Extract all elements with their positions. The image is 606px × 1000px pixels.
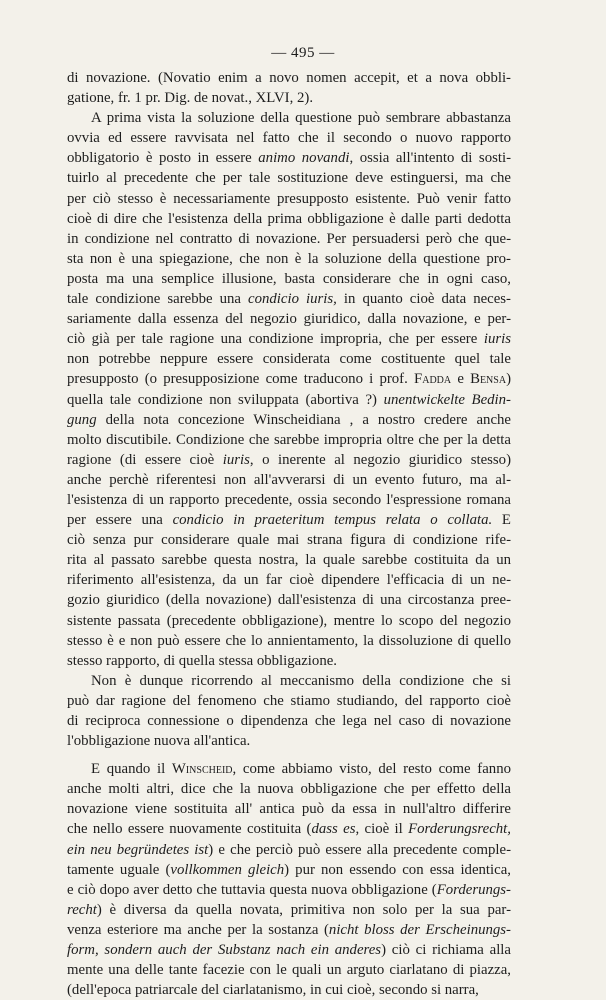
text-line [67, 550, 511, 570]
text-line [67, 880, 511, 900]
text-line [67, 329, 511, 349]
text-run: presupposto (o presupposizione come traducono i prof. [67, 371, 414, 388]
text-line [67, 671, 511, 691]
text-run: l'obbligazione nuova all'antica. [67, 733, 251, 750]
text-line [67, 209, 511, 229]
text-run: E [492, 512, 511, 529]
italic-text: Forderungs- [436, 881, 511, 898]
small-caps-text: Winscheid [171, 761, 233, 778]
italic-text: iuris [222, 451, 250, 468]
paragraph [67, 68, 511, 108]
text-run: sta non è una spiegazione, che non è la soluzione della questione pro- [67, 250, 511, 267]
text-run: della nota concezione Winscheidiana , a nostro credere anche [96, 411, 511, 428]
text-run: stesso rapporto, di quella stessa obbligazione. [67, 652, 337, 669]
text-run: non potrebbe neppure essere considerata come costituente quel tale [67, 351, 511, 368]
text-line [67, 450, 511, 470]
text-run: stesso è e non può essere che lo annientamento, la dissoluzione di quello [67, 632, 511, 649]
italic-text: ein neu begründetes ist [67, 841, 209, 858]
text-run: ovvia ed essere ravvisata nel fatto che il secondo o nuovo rapporto [67, 130, 511, 147]
text-line [67, 289, 511, 309]
text-run: gozio giuridico (della novazione) dall'esistenza di una circostanza pree- [67, 592, 511, 609]
text-run: tuirlo al precedente che per tale sostituzione deve estinguersi, ma che [67, 170, 511, 187]
italic-text: condicio iuris, [248, 291, 337, 308]
text-run: rita al passato sarebbe questa nostra, la quale sarebbe costituita da un [67, 552, 511, 569]
text-run: A prima vista la soluzione della questione può sembrare abbastanza [91, 110, 511, 127]
text-line [67, 269, 511, 289]
text-run: tale condizione sarebbe una [67, 291, 249, 308]
text-line [67, 349, 511, 369]
text-line [67, 731, 511, 751]
text-line [67, 940, 511, 960]
text-run: ragione (di essere cioè [67, 451, 223, 468]
text-run: quella tale condizione non sviluppata (abortiva ?) [67, 391, 384, 408]
text-run: ciò senza pur considerare quale mai strana figura di condizione rife- [67, 532, 511, 549]
italic-text: condicio in praeteritum tempus relata o collata. [172, 512, 493, 529]
text-line [67, 530, 511, 550]
text-run: novazione viene sostituita all' antica può da essa in null'altro differire [67, 801, 511, 818]
text-line [67, 980, 511, 1000]
text-run: in condizione nel contratto di novazione. Per persuadersi però che que- [67, 230, 511, 247]
paragraph [67, 759, 511, 1000]
italic-text: form, sondern auch der Substanz nach ein anderes [67, 942, 382, 959]
text-line [67, 759, 511, 779]
text-line [67, 711, 511, 731]
text-run: posta ma una semplice illusione, basta considerare che in ogni caso, [67, 270, 511, 287]
italic-text: dass es [311, 821, 356, 838]
text-line [67, 799, 511, 819]
page-number: — 495 — [271, 45, 335, 61]
small-caps-text: Bensa [470, 371, 507, 388]
text-run: venza esteriore ma anche per la sostanza ( [67, 921, 329, 938]
text-line [67, 410, 511, 430]
text-run: , o inerente al negozio giuridico stesso) [249, 451, 511, 468]
text-run: , come abbiamo visto, del resto come fanno [232, 761, 511, 778]
text-line [67, 189, 511, 209]
text-run: gatione, fr. 1 pr. Dig. de novat., XLVI, 2). [67, 90, 314, 107]
text-line [67, 168, 511, 188]
text-line [67, 651, 511, 671]
italic-text: Forderungsrecht, [408, 821, 511, 838]
italic-text: gung [67, 411, 97, 428]
text-line [67, 860, 511, 880]
text-run: in quanto cioè data neces- [336, 291, 511, 308]
text-line [67, 691, 511, 711]
text-line [67, 590, 511, 610]
text-run: che nello essere nuovamente costituita ( [67, 821, 312, 838]
italic-text: vollkommen gleich [170, 861, 285, 878]
text-line [67, 960, 511, 980]
text-line [67, 128, 511, 148]
text-run: obbligatorio è posto in essere [67, 150, 259, 167]
italic-text: recht [67, 901, 97, 918]
text-run: ciò già per tale ragione una condizione impropria, che per essere [67, 331, 484, 348]
text-run: tamente uguale ( [67, 861, 171, 878]
text-run: ) ciò ci richiama alla [381, 942, 511, 959]
text-run: può dar ragione del fenomeno che stiamo studiando, del rapporto cioè [67, 692, 511, 709]
text-run: mente una delle tante facezie con le quali un arguto ciarlatano di piazza, [67, 962, 511, 979]
text-line [67, 309, 511, 329]
small-caps-text: Fadda [414, 371, 452, 388]
text-run: riferimento all'esistenza, da un far cioè dipendere l'efficacia di un ne- [67, 572, 511, 589]
text-run: e [451, 371, 471, 388]
text-run: ) pur non essendo con essa identica, [284, 861, 511, 878]
text-line [67, 779, 511, 799]
text-run: ) è diversa da quella novata, primitiva non solo per la sua par- [96, 901, 511, 918]
text-run: l'esistenza di un rapporto precedente, ossia secondo l'espressione romana [67, 491, 511, 508]
italic-text: iuris [483, 331, 511, 348]
text-run: , ossia all'intento di sosti- [349, 150, 511, 167]
text-run: anche molti altri, dice che la nuova obbligazione che per effetto della [67, 781, 511, 798]
text-run: di reciproca connessione o dipendenza che lega nel caso di novazione [67, 713, 511, 729]
text-line [67, 369, 511, 389]
text-line [67, 840, 511, 860]
text-line [67, 510, 511, 530]
text-line [67, 88, 511, 108]
text-run: sariamente dalla essenza del negozio giuridico, dalla novazione, e per- [67, 311, 511, 328]
italic-text: animo novandi [258, 150, 350, 167]
text-run: per ciò stesso è necessariamente presupposto esistente. Può venir fatto [67, 190, 511, 207]
text-run: sistente passata (precedente obbligazione), mentre lo scopo del negozio [67, 612, 511, 629]
text-line [67, 108, 511, 128]
text-run: (dell'epoca patriarcale del ciarlatanismo, in cui cioè, secondo si narra, [67, 982, 479, 999]
italic-text: unentwickelte Bedin- [383, 391, 511, 408]
text-line [67, 920, 511, 940]
text-line [67, 570, 511, 590]
text-line [67, 68, 511, 88]
text-line [67, 229, 511, 249]
paragraph-gap [67, 751, 511, 759]
text-run: di novazione. (Novatio enim a novo nomen accepit, et a nova obbli- [67, 70, 511, 86]
body-text [67, 68, 511, 1000]
italic-text: nicht bloss der Erscheinungs- [328, 921, 511, 938]
text-run: E quando il [91, 761, 172, 778]
text-line [67, 900, 511, 920]
text-line [67, 249, 511, 269]
text-line [67, 470, 511, 490]
text-run: Non è dunque ricorrendo al meccanismo della condizione che si [91, 672, 511, 689]
text-run: per essere una [67, 512, 173, 529]
text-line [67, 611, 511, 631]
text-line [67, 148, 511, 168]
text-run: cioè di dire che l'esistenza della prima obbligazione è dalle parti dedotta [67, 210, 511, 227]
paragraph [67, 671, 511, 751]
text-run: , cioè il [355, 821, 409, 838]
paragraph [67, 108, 511, 671]
text-line [67, 819, 511, 839]
text-run: anche perchè riferentesi non all'avverarsi di un evento futuro, ma al- [67, 471, 511, 488]
text-run: ) e che perciò può essere alla precedente comple- [208, 841, 511, 858]
text-line [67, 631, 511, 651]
text-run: molto discutibile. Condizione che sarebbe impropria oltre che per la detta [67, 431, 511, 448]
text-run: e ciò dopo aver detto che tuttavia questa nuova obbligazione ( [67, 881, 437, 898]
text-line [67, 390, 511, 410]
text-run: ) [506, 371, 511, 388]
text-line [67, 490, 511, 510]
text-line [67, 430, 511, 450]
